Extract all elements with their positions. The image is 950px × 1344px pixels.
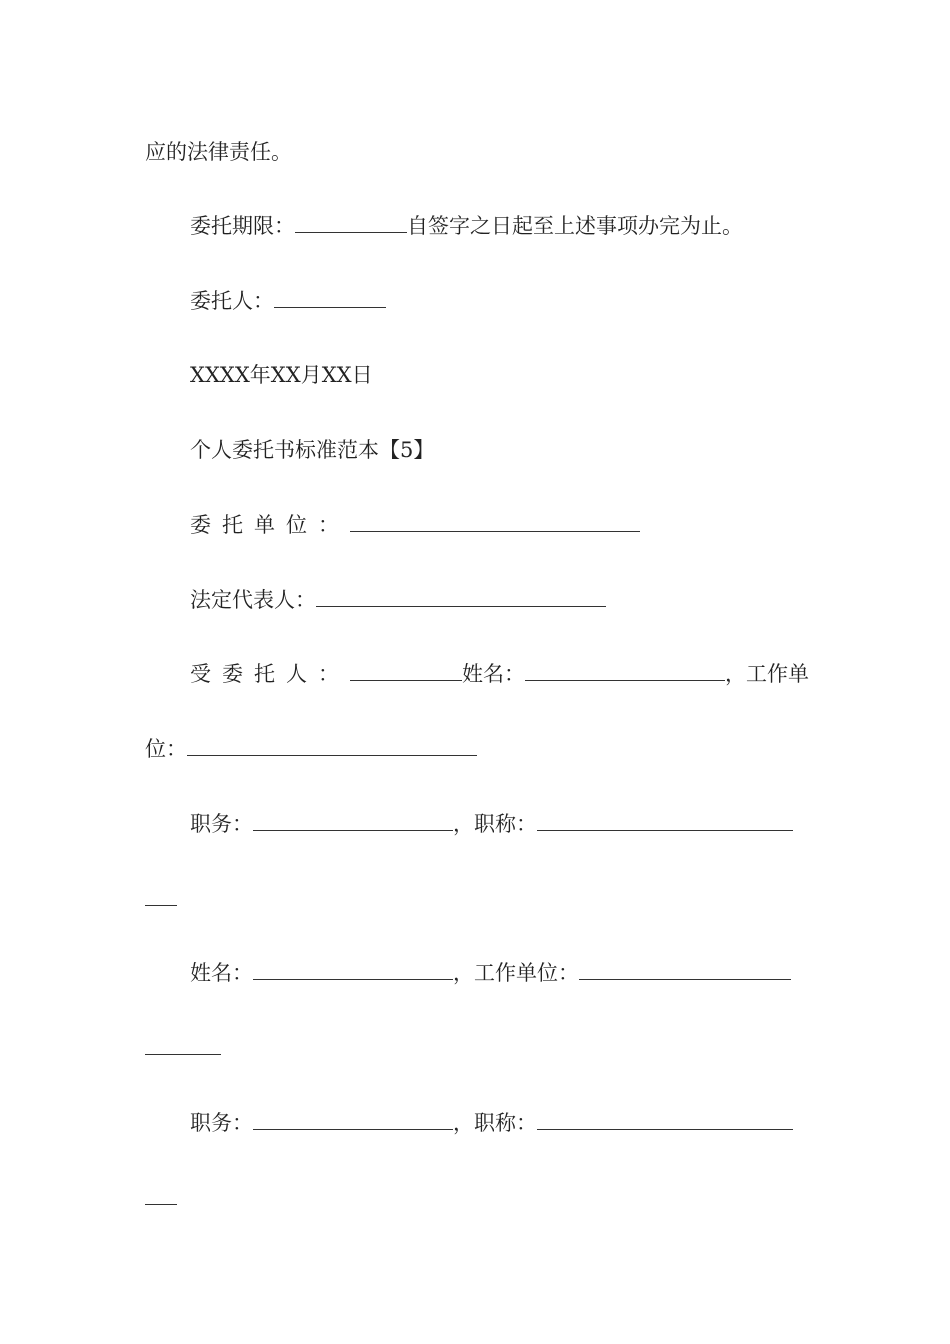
date-line	[190, 360, 373, 390]
blank-title-2[interactable]	[537, 1109, 793, 1130]
field-entrusting-unit	[190, 510, 640, 540]
blank-principal[interactable]	[274, 287, 386, 308]
label-term: 委托期限：	[190, 214, 295, 238]
label-title-1: ，职称：	[453, 812, 537, 836]
blank-title-2-cont-line	[145, 1183, 177, 1213]
blank-title-1-cont[interactable]	[145, 885, 177, 906]
blank-agent-unit[interactable]	[187, 735, 477, 756]
blank-title-1-cont-line	[145, 884, 177, 914]
field-principal	[190, 286, 386, 316]
field-legal-representative	[190, 585, 606, 615]
blank-agent[interactable]	[350, 660, 462, 681]
blank-term[interactable]	[295, 212, 407, 233]
blank-legal-representative[interactable]	[316, 586, 606, 607]
field-agent-unit-cont	[145, 734, 477, 764]
label-principal: 委托人：	[190, 289, 274, 313]
heading-template-5: 个人委托书标准范本【5】	[190, 438, 435, 462]
field-position-1	[190, 809, 793, 839]
label-agent-unit: ，工作单	[725, 662, 809, 686]
label-title-2: ，职称：	[453, 1111, 537, 1135]
label-agent: 受委托人：	[190, 662, 350, 686]
label-entrusting-unit: 委托单位：	[190, 513, 350, 537]
blank-title-1[interactable]	[537, 810, 793, 831]
text-term-tail: 自签字之日起至上述事项办完为止。	[407, 214, 743, 238]
label-position-2: 职务：	[190, 1111, 253, 1135]
blank-agent-name[interactable]	[525, 660, 725, 681]
paragraph-responsibility	[145, 137, 292, 167]
blank-position-1[interactable]	[253, 810, 453, 831]
label-name-2: 姓名：	[190, 961, 253, 985]
field-agent	[190, 659, 809, 689]
text-date: XXXX年XX月XX日	[190, 363, 373, 387]
blank-unit-2[interactable]	[579, 959, 791, 980]
blank-entrusting-unit[interactable]	[350, 511, 640, 532]
label-position-1: 职务：	[190, 812, 253, 836]
field-position-2	[190, 1108, 793, 1138]
blank-position-2[interactable]	[253, 1109, 453, 1130]
section-heading	[190, 435, 434, 465]
label-unit-2: ，工作单位：	[453, 961, 579, 985]
field-name-2	[190, 958, 791, 988]
text-responsibility: 应的法律责任。	[145, 140, 292, 164]
blank-unit-2-cont[interactable]	[145, 1034, 221, 1055]
blank-name-2[interactable]	[253, 959, 453, 980]
label-legal-representative: 法定代表人：	[190, 588, 316, 612]
label-agent-name: 姓名：	[462, 662, 525, 686]
blank-title-2-cont[interactable]	[145, 1184, 177, 1205]
label-agent-unit-cont: 位：	[145, 737, 187, 761]
field-term	[190, 211, 743, 241]
blank-unit-2-cont-line	[145, 1033, 221, 1063]
